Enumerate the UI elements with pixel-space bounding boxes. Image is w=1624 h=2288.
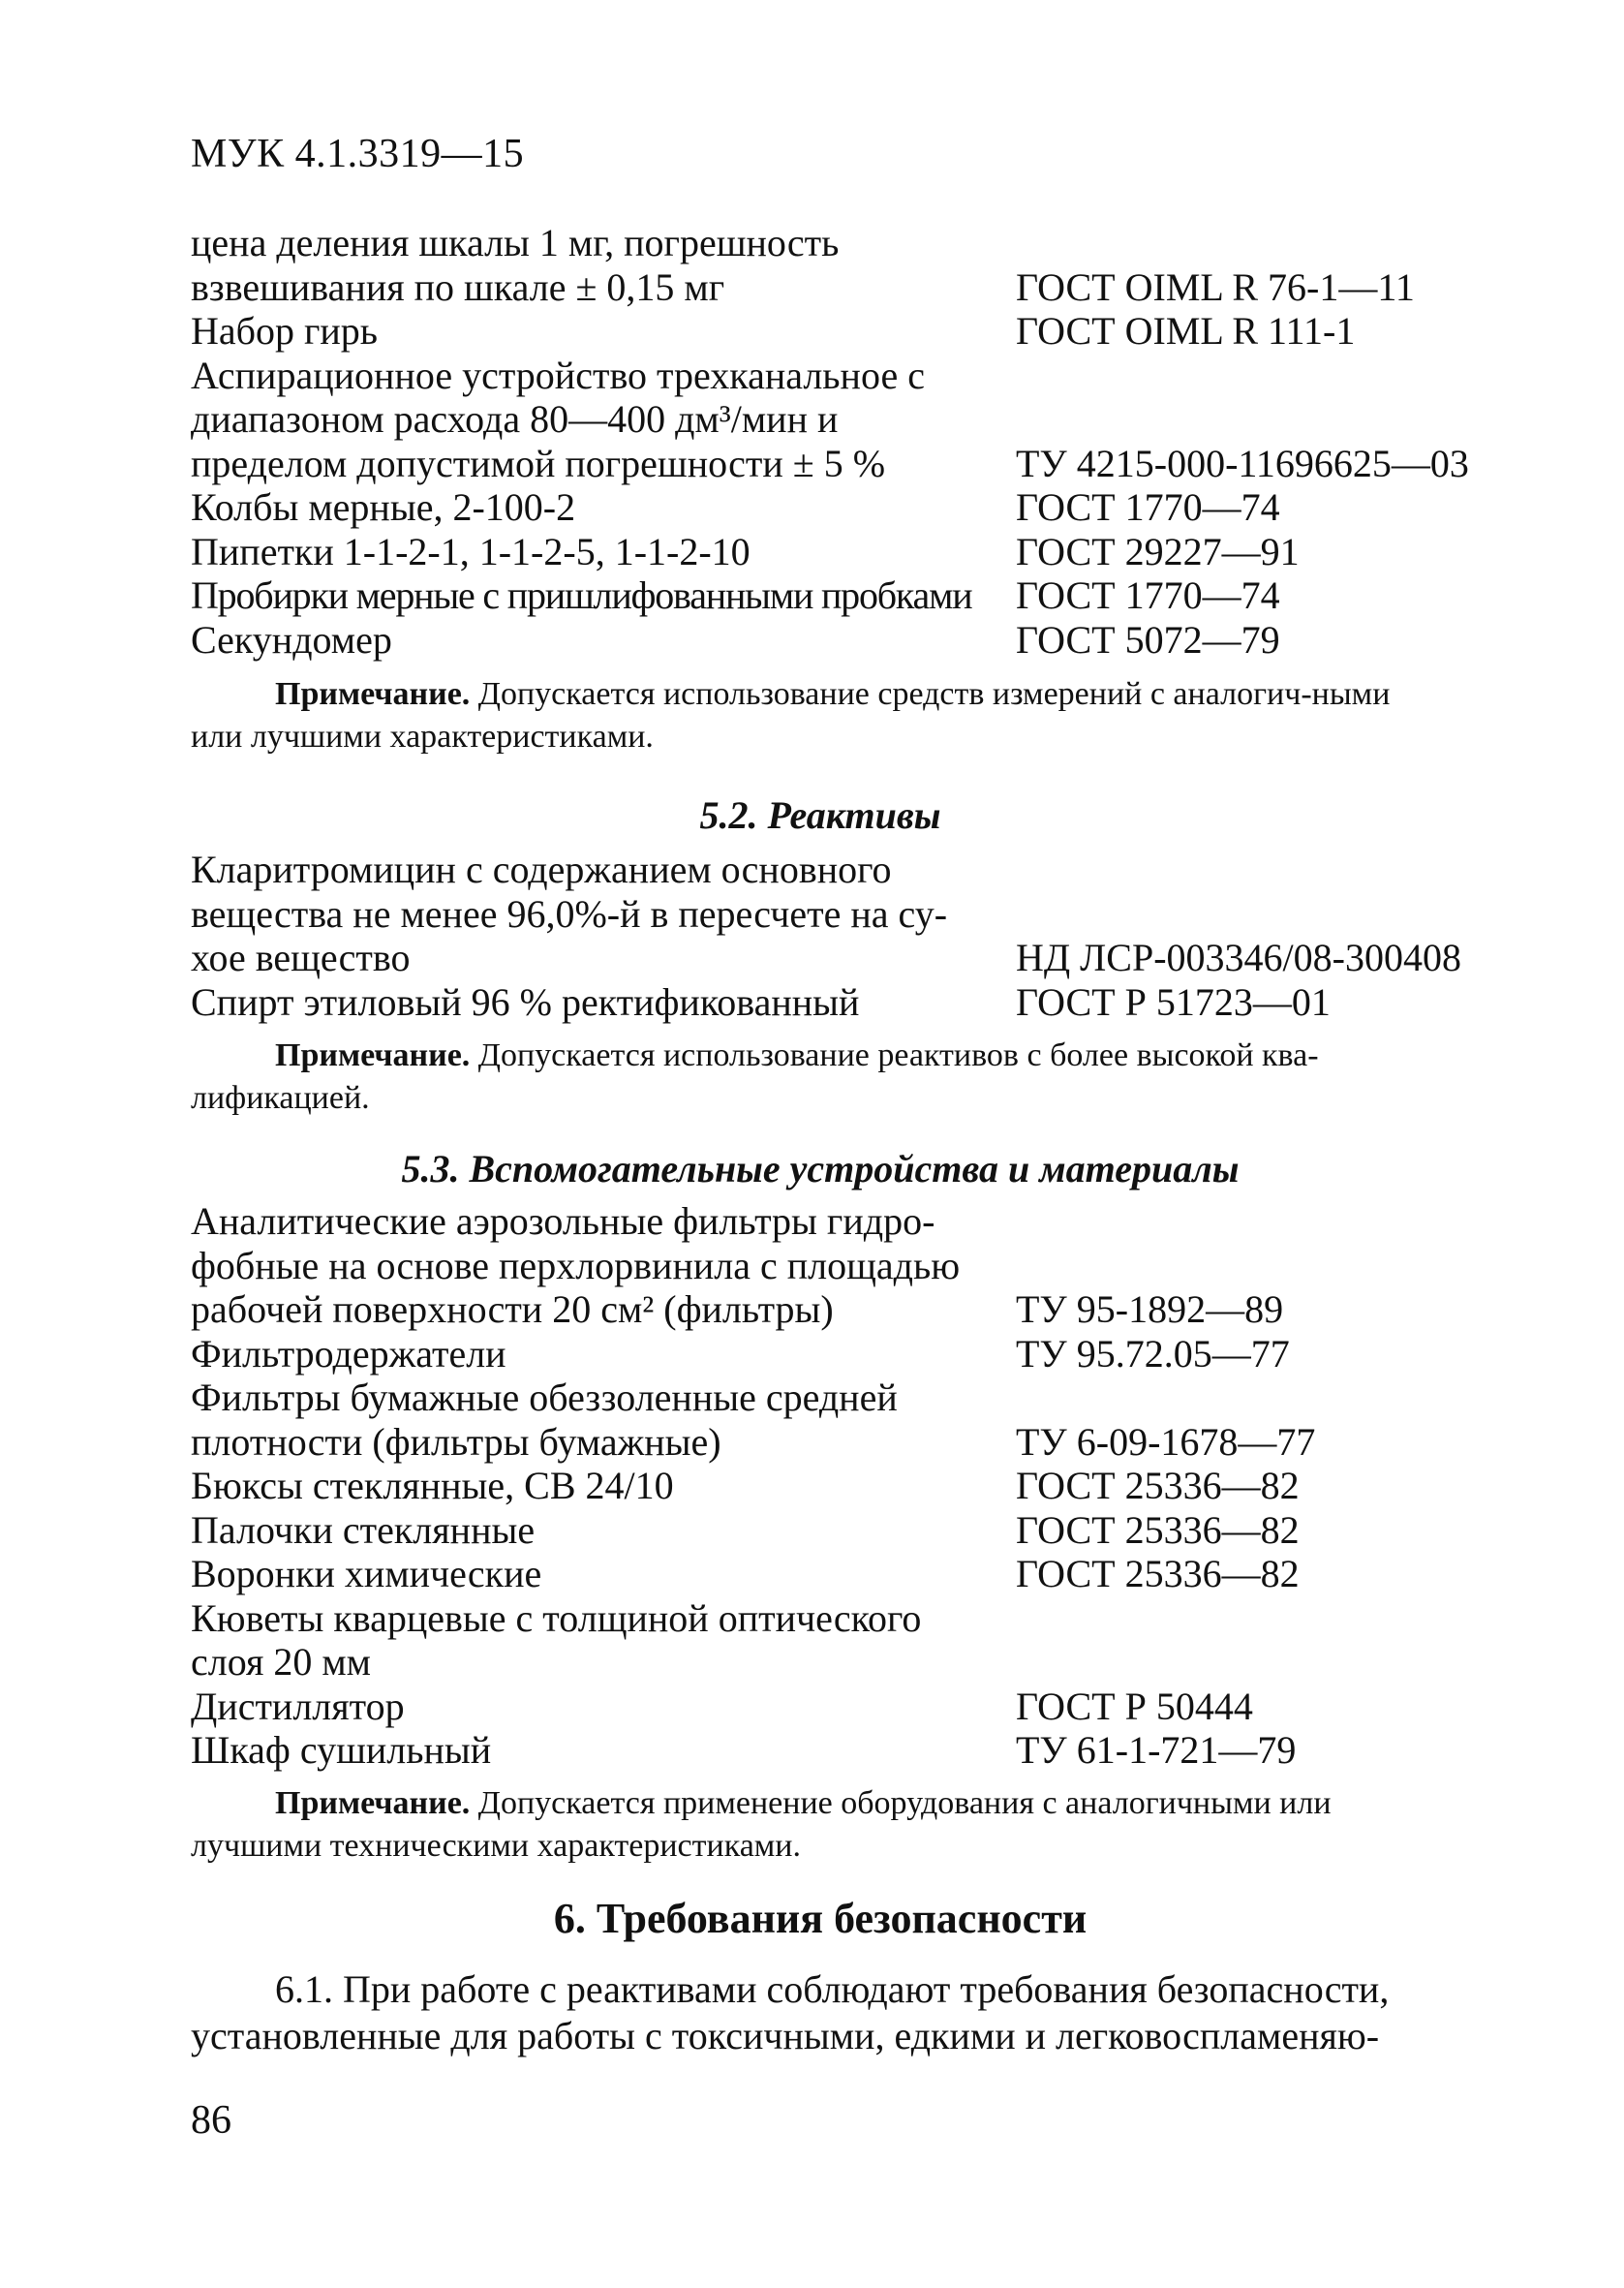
section-title-reagents: 5.2. Реактивы bbox=[699, 793, 941, 837]
note-text: Допускается использование средств измерений с аналогич-ными или лучшими характеристиками. bbox=[191, 676, 1391, 755]
list-item-text: Колбы мерные, 2-100-2 bbox=[191, 485, 576, 529]
list-line bbox=[191, 618, 1488, 663]
list-item-text: Набор гирь bbox=[191, 309, 379, 353]
list-item-text: фобные на основе перхлорвинила с площадью bbox=[191, 1243, 961, 1287]
list-item-text: Спирт этиловый 96 % ректификованный bbox=[191, 979, 860, 1024]
list-line bbox=[191, 573, 1488, 618]
list-item-standard: ГОСТ OIML R 76-1—11 bbox=[1016, 264, 1415, 309]
note-text: Допускается применение оборудования с аналогичными или лучшими техническими характеристиками. bbox=[191, 1785, 1332, 1864]
list-line bbox=[191, 1199, 1488, 1244]
list-item-standard: ТУ 95-1892—89 bbox=[1016, 1287, 1284, 1331]
list-item-standard: НД ЛСР-003346/08-300408 bbox=[1016, 936, 1461, 979]
list-line bbox=[191, 530, 1488, 574]
note-measuring-instruments bbox=[191, 673, 1450, 758]
note-label: Примечание. bbox=[275, 1037, 471, 1073]
list-item-text: диапазоном расхода 80—400 дм³/мин и bbox=[191, 397, 839, 441]
list-line bbox=[191, 1376, 1488, 1420]
note-label: Примечание. bbox=[275, 676, 471, 712]
list-item-text: Дистиллятор bbox=[191, 1684, 405, 1728]
list-line bbox=[191, 1287, 1488, 1332]
list-line bbox=[191, 892, 1488, 937]
list-line bbox=[191, 936, 1488, 980]
list-item-text: пределом допустимой погрешности ± 5 % bbox=[191, 441, 886, 485]
list-item-text: слоя 20 мм bbox=[191, 1640, 371, 1684]
list-item-text: Воронки химические bbox=[191, 1552, 542, 1595]
list-item-standard: ГОСТ Р 51723—01 bbox=[1016, 979, 1331, 1024]
list-item-text: Фильтродержатели bbox=[191, 1331, 506, 1376]
list-item-standard: ГОСТ OIML R 111-1 bbox=[1016, 309, 1356, 353]
list-item-standard: ГОСТ 25336—82 bbox=[1016, 1464, 1300, 1507]
safety-paragraph bbox=[191, 1966, 1450, 2059]
section-title-auxiliary: 5.3. Вспомогательные устройства и материалы bbox=[401, 1147, 1240, 1190]
document-code-header: МУК 4.1.3319—15 bbox=[191, 132, 525, 176]
list-item-standard: ТУ 6-09-1678—77 bbox=[1016, 1419, 1316, 1464]
list-item-text: взвешивания по шкале ± 0,15 мг bbox=[191, 264, 725, 309]
list-item-text: вещества не менее 96,0%-й в пересчете на су- bbox=[191, 891, 948, 936]
list-line bbox=[191, 980, 1488, 1025]
note-text: Допускается использование реактивов с более высокой ква-лификацией. bbox=[191, 1037, 1319, 1116]
list-line bbox=[191, 1640, 1488, 1685]
list-item-text: Аналитические аэрозольные фильтры гидро- bbox=[191, 1199, 935, 1243]
list-item-standard: ГОСТ 25336—82 bbox=[1016, 1552, 1300, 1595]
list-line bbox=[191, 309, 1488, 354]
list-item-text: Палочки стеклянные bbox=[191, 1507, 536, 1552]
list-item-text: Секундомер bbox=[191, 617, 392, 662]
list-item-standard: ГОСТ Р 50444 bbox=[1016, 1684, 1253, 1728]
list-line bbox=[191, 397, 1488, 442]
list-item-standard: ГОСТ 1770—74 bbox=[1016, 485, 1280, 529]
list-item-text: Кларитромицин с содержанием основного bbox=[191, 848, 892, 891]
list-item-text: Бюксы стеклянные, СВ 24/10 bbox=[191, 1464, 674, 1507]
list-item-text: Аспирационное устройство трехканальное с bbox=[191, 353, 925, 397]
page-number: 86 bbox=[191, 2098, 231, 2143]
list-line bbox=[191, 485, 1488, 530]
list-item-text: Кюветы кварцевые с толщиной оптического bbox=[191, 1595, 922, 1640]
list-line bbox=[191, 848, 1488, 892]
list-item-standard: ТУ 95.72.05—77 bbox=[1016, 1331, 1290, 1376]
list-item-text: Фильтры бумажные обеззоленные средней bbox=[191, 1376, 898, 1419]
list-line bbox=[191, 354, 1488, 398]
note-auxiliary bbox=[191, 1782, 1450, 1868]
list-line bbox=[191, 1508, 1488, 1553]
list-item-standard: ТУ 61-1-721—79 bbox=[1016, 1728, 1297, 1772]
list-item-text: хое вещество bbox=[191, 936, 411, 979]
list-line bbox=[191, 1420, 1488, 1465]
list-item-text: плотности (фильтры бумажные) bbox=[191, 1419, 721, 1464]
list-line bbox=[191, 1728, 1488, 1773]
list-item-text: цена деления шкалы 1 мг, погрешность bbox=[191, 221, 840, 264]
list-line bbox=[191, 1332, 1488, 1376]
note-label: Примечание. bbox=[275, 1785, 471, 1821]
list-line bbox=[191, 221, 1488, 265]
list-item-standard: ГОСТ 25336—82 bbox=[1016, 1507, 1300, 1552]
paragraph-text: 6.1. При работе с реактивами соблюдают требования безопасности, установленные для работы с токсичными, едкими и легковоспламеняю- bbox=[191, 1967, 1390, 2057]
list-line bbox=[191, 442, 1488, 486]
list-line bbox=[191, 1685, 1488, 1729]
list-item-standard: ГОСТ 29227—91 bbox=[1016, 529, 1300, 573]
equipment-list bbox=[191, 221, 1488, 662]
list-item-standard: ГОСТ 5072—79 bbox=[1016, 617, 1280, 662]
list-item-text: Пробирки мерные с пришлифованными пробками bbox=[191, 573, 972, 617]
list-item-text: Шкаф сушильный bbox=[191, 1728, 492, 1772]
list-item-text: рабочей поверхности 20 см² (фильтры) bbox=[191, 1287, 834, 1331]
list-line bbox=[191, 1464, 1488, 1508]
chapter-title-safety: 6. Требования безопасности bbox=[553, 1895, 1088, 1942]
auxiliary-list bbox=[191, 1199, 1488, 1773]
list-line bbox=[191, 265, 1488, 310]
list-item-standard: ТУ 4215-000-11696625—03 bbox=[1016, 441, 1469, 485]
list-line bbox=[191, 1244, 1488, 1288]
reagents-list bbox=[191, 848, 1488, 1024]
list-line bbox=[191, 1596, 1488, 1641]
list-line bbox=[191, 1552, 1488, 1596]
list-item-standard: ГОСТ 1770—74 bbox=[1016, 573, 1280, 617]
list-item-text: Пипетки 1-1-2-1, 1-1-2-5, 1-1-2-10 bbox=[191, 529, 751, 573]
note-reagents bbox=[191, 1035, 1450, 1120]
